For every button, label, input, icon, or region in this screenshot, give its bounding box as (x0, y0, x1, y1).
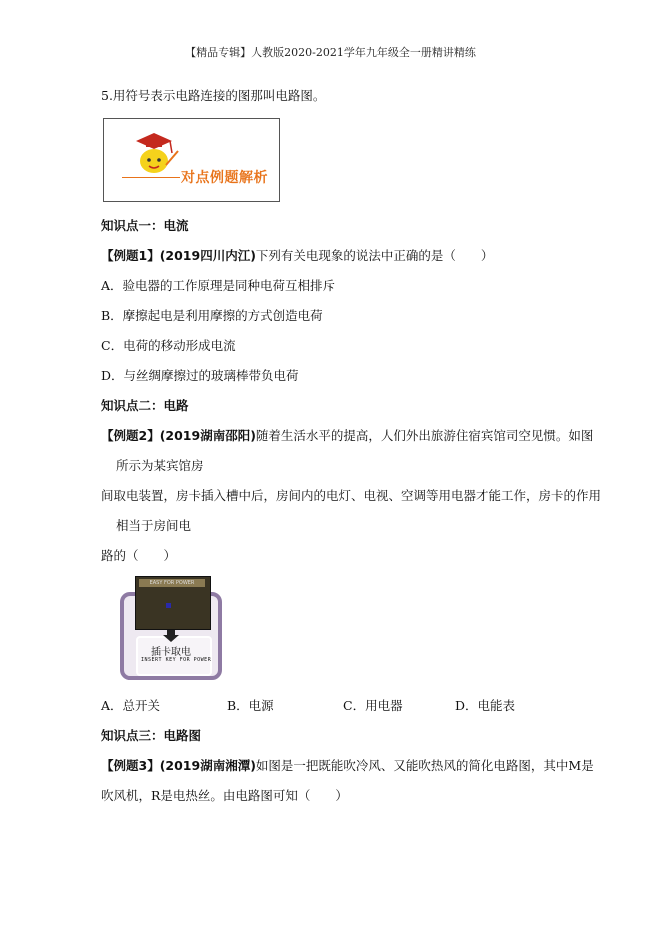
kp1-title: 知识点一：电流 (101, 218, 189, 233)
ex2-option-c: C．用电器 (343, 698, 403, 713)
holder-label: 插卡取电 (151, 647, 191, 658)
ex1-option-d: D．与丝绸摩擦过的玻璃棒带负电荷 (101, 368, 299, 383)
ex2-option-b: B．电源 (227, 698, 274, 713)
mascot-graduate-icon (126, 127, 182, 175)
banner-title: 对点例题解析 (181, 170, 268, 186)
ex3-stem-1: 如图是一把既能吹冷风、又能吹热风的简化电路图，其中M是 (255, 758, 594, 773)
section-intro: 5.用符号表示电路连接的图那叫电路图。 (101, 88, 326, 103)
ex1-option-a: A．验电器的工作原理是同种电荷互相排斥 (101, 278, 336, 293)
page-header: 【精品专辑】人教版2020-2021学年九年级全一册精讲精练 (185, 46, 476, 59)
kp3-title: 知识点三：电路图 (101, 728, 202, 743)
card-label: EASY FOR POWER (149, 580, 195, 586)
ex1-option-c: C．电荷的移动形成电流 (101, 338, 236, 353)
card-top-strip (139, 579, 205, 587)
ex2-option-a: A．总开关 (101, 698, 161, 713)
ex2-option-d: D．电能表 (455, 698, 516, 713)
banner-underline (122, 177, 180, 178)
ex2-stem-2: 所示为某宾馆房 (116, 458, 204, 473)
ex2-stem-5: 路的（ ） (101, 548, 177, 563)
holder-sublabel: INSERT KEY FOR POWER (141, 657, 212, 663)
arrow-down-icon (163, 630, 179, 642)
ex2-question-line-1 (101, 428, 593, 444)
ex2-stem-4: 相当于房间电 (116, 518, 192, 533)
room-card (135, 576, 211, 630)
ex3-stem-2: 吹风机，R是电热丝。由电路图可知（ ） (101, 788, 348, 803)
ex3-question-line-1 (101, 758, 594, 774)
section-banner (103, 118, 280, 202)
ex1-question (101, 248, 493, 264)
ex3-tag: 【例题3】(2019湖南湘潭) (101, 758, 256, 773)
ex2-stem-1: 随着生活水平的提高，人们外出旅游住宿宾馆司空见惯。如图 (255, 428, 594, 443)
ex1-stem: 下列有关电现象的说法中正确的是（ ） (255, 248, 494, 263)
card-chip-icon (166, 603, 171, 608)
ex2-tag: 【例题2】(2019湖南邵阳) (101, 428, 256, 443)
ex1-option-b: B．摩擦起电是利用摩擦的方式创造电荷 (101, 308, 323, 323)
kp2-title: 知识点二：电路 (101, 398, 189, 413)
ex1-tag: 【例题1】(2019四川内江) (101, 248, 256, 263)
ex2-stem-3: 间取电装置，房卡插入槽中后，房间内的电灯、电视、空调等用电器才能工作，房卡的作用 (101, 488, 602, 503)
